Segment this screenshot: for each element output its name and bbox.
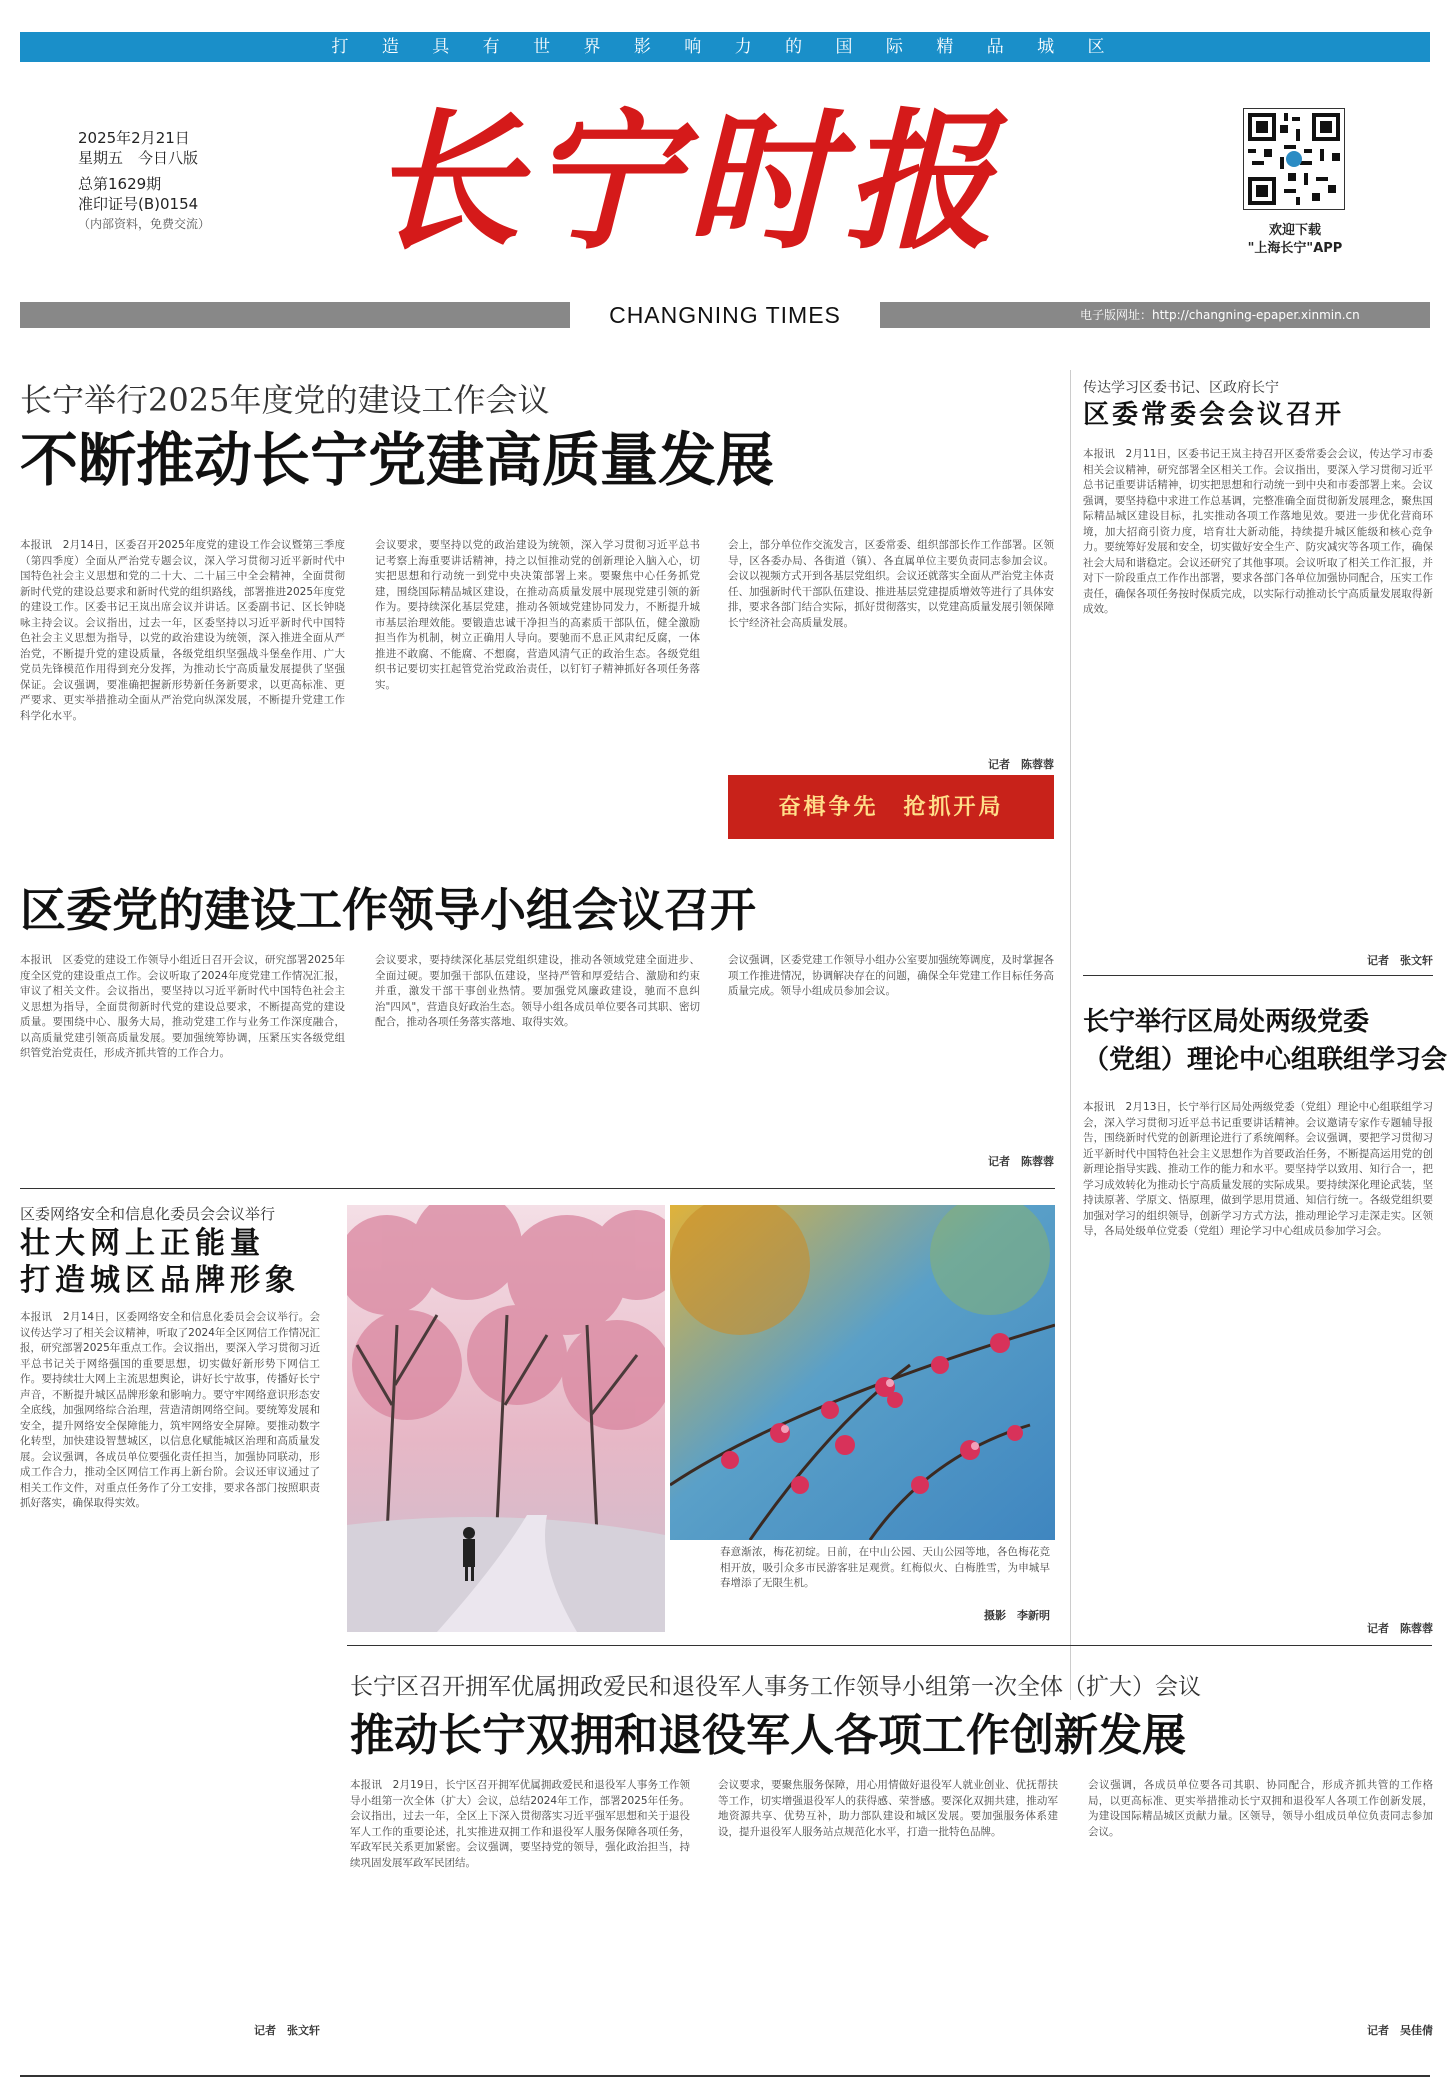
lead-col1: 本报讯 2月14日，区委召开2025年度党的建设工作会议暨第三季度（第四季度）全面从严治党专题会议，深入学习贯彻习近平新时代中国特色社会主义思想和党的二十大、二十届三中全会精神，全面贯彻新时代党的建设总要求和新时代党的组织路线，部署推进2025年度党的建设工作。区委书记王岚出席会议并讲话。区委副书记、区长钟晓咏主持会议。会议指出，过去一年，区委坚持以习近平新时代中国特色社会主义思想为指导，以党的政治建设为统领，深入推进全面从严治党，不断提升党的建设质量，各级党组织坚强战斗堡垒作用、广大党员先锋模范作用得到充分发挥，为推动长宁高质量发展提供了坚强保证。会议强调，要准确把握新形势新任务新要求，以更高标准、更严要求、更实举措推动全面从严治党向纵深发展，不断提升党建工作科学化水平。 bbox=[20, 539, 345, 722]
plum-blossom-closeup-photo bbox=[670, 1205, 1055, 1540]
second-col3: 会议强调，区委党建工作领导小组办公室要加强统筹调度，及时掌握各项工作推进情况，协调解决存在的问题，确保全年党建工作目标任务高质量完成。领导小组成员参加会议。 bbox=[728, 954, 1054, 997]
bottom-col2: 会议要求，要聚焦服务保障，用心用情做好退役军人就业创业、优抚帮扶等工作，切实增强退役军人的获得感、荣誉感。要深化双拥共建，推动军地资源共享、优势互补，助力部队建设和城区发展。要加强服务体系建设，提升退役军人服务站点规范化水平，打造一批特色品牌。 bbox=[718, 1779, 1058, 1838]
photo-caption-byline: 摄影 李新明 bbox=[984, 1609, 1050, 1622]
lead-col3: 会上，部分单位作交流发言，区委常委、组织部部长作工作部署。区领导，区各委办局、各街道（镇）、各直属单位主要负责同志参加会议。会议以视频方式开到各基层党组织。会议还就落实全面从严治党主体责任、加强新时代干部队伍建设、推进基层党建提质增效等进行了具体安排，要求各部门结合实际，抓好贯彻落实，以党建高质量发展引领保障长宁经济社会高质量发展。 bbox=[728, 539, 1054, 629]
newspaper-logo: 长宁时报 bbox=[370, 94, 1003, 270]
issue-note: （内部资料，免费交流） bbox=[78, 217, 211, 231]
bottom-col1: 本报讯 2月19日，长宁区召开拥军优属拥政爱民和退役军人事务工作领导小组第一次全体（扩大）会议，总结2024年工作，部署2025年任务。会议指出，过去一年，全区上下深入贯彻落实习近平强军思想和关于退役军人工作的重要论述，扎实推进双拥工作和退役军人服务保障各项任务，军政军民关系更加紧密。会议强调，要坚持党的领导，强化政治担当，持续巩固发展军政军民团结。 bbox=[350, 1779, 690, 1869]
left-story-byline: 记者 张文轩 bbox=[254, 2024, 320, 2037]
second-col1: 本报讯 区委党的建设工作领导小组近日召开会议，研究部署2025年度全区党的建设重点工作。会议听取了2024年度党建工作情况汇报，审议了相关文件。会议指出，要坚持以习近平新时代中国特色社会主义思想为指导，全面贯彻新时代党的建设总要求，不断提高党的建设质量。要围绕中心、服务大局，推动党建工作与业务工作深度融合，以高质量党建引领高质量发展。要加强统筹协调，压紧压实各级党组织管党治党责任，形成齐抓共管的工作合力。 bbox=[20, 954, 345, 1059]
sidebar1-kicker: 传达学习区委书记、区政府长宁 bbox=[1083, 380, 1279, 396]
divider bbox=[347, 1645, 1432, 1646]
divider bbox=[20, 1188, 1055, 1189]
qr-caption-line2: "上海长宁"APP bbox=[1247, 241, 1343, 256]
bottom-headline: 推动长宁双拥和退役军人各项工作创新发展 bbox=[350, 1710, 1186, 1761]
qr-caption bbox=[1220, 222, 1370, 258]
english-name: CHANGNING TIMES bbox=[570, 298, 880, 332]
lead-headline: 不断推动长宁党建高质量发展 bbox=[20, 426, 775, 494]
second-headline: 区委党的建设工作领导小组会议召开 bbox=[20, 883, 756, 937]
issue-date: 2025年2月21日 bbox=[78, 129, 190, 147]
issue-license: 准印证号(B)0154 bbox=[78, 195, 199, 213]
left-story-body: 本报讯 2月14日，区委网络安全和信息化委员会会议举行。会议传达学习了相关会议精神，听取了2024年全区网信工作情况汇报，研究部署2025年重点工作。会议指出，要深入学习贯彻习近平总书记关于网络强国的重要思想，切实做好新形势下网信工作。要持续壮大网上主流思想舆论，讲好长宁故事，传播好长宁声音，不断提升城区品牌形象和影响力。要守牢网络意识形态安全底线，加强网络综合治理，营造清朗网络空间。要统筹发展和安全，提升网络安全保障能力，筑牢网络安全屏障。要推动数字化转型，加快建设智慧城区，以信息化赋能城区治理和高质量发展。会议强调，各成员单位要强化责任担当，加强协同联动，形成工作合力，推动全区网信工作再上新台阶。会议还审议通过了相关工作文件，对重点任务作了分工安排，要求各部门按照职责抓好落实，确保取得实效。 bbox=[20, 1311, 320, 1509]
divider bbox=[1083, 975, 1433, 976]
lead-kicker: 长宁举行2025年度党的建设工作会议 bbox=[20, 381, 550, 419]
left-story-headline-1: 壮大网上正能量 bbox=[20, 1226, 265, 1261]
sidebar1-byline: 记者 张文轩 bbox=[1367, 954, 1433, 967]
qr-code-icon[interactable] bbox=[1243, 108, 1345, 210]
second-byline: 记者 陈蓉蓉 bbox=[988, 1155, 1054, 1168]
issue-number: 总第1629期 bbox=[78, 175, 162, 193]
promo-banner: 奋楫争先 抢抓开局 bbox=[728, 775, 1054, 839]
sidebar1-body: 本报讯 2月11日，区委书记王岚主持召开区委常委会会议，传达学习市委相关会议精神，研究部署全区相关工作。会议指出，要深入学习贯彻习近平总书记重要讲话精神，切实把思想和行动统一到中央和市委部署上来。会议强调，要坚持稳中求进工作总基调，完整准确全面贯彻新发展理念，聚焦国际精品城区建设目标，扎实推动各项工作落地见效。要进一步优化营商环境，加大招商引资力度，培育壮大新动能，持续提升城区能级和核心竞争力。要统筹好发展和安全，切实做好安全生产、防灾减灾等各项工作，确保社会大局和谐稳定。会议还研究了其他事项。会议听取了相关工作汇报，并对下一阶段重点工作作出部署，要求各部门各单位加强协同配合，压实工作责任，确保各项任务按时保质完成，以实际行动推动长宁高质量发展取得新成效。 bbox=[1083, 448, 1433, 615]
issue-weekday: 星期五 今日八版 bbox=[78, 149, 199, 167]
lead-byline: 记者 陈蓉蓉 bbox=[988, 758, 1054, 771]
slogan-bar: 打 造 具 有 世 界 影 响 力 的 国 际 精 品 城 区 bbox=[20, 32, 1430, 62]
epaper-url[interactable]: 电子版网址：http://changning-epaper.xinmin.cn bbox=[1080, 308, 1360, 322]
qr-caption-line1: 欢迎下载 bbox=[1268, 223, 1321, 238]
bottom-byline: 记者 吴佳倩 bbox=[1367, 2024, 1433, 2037]
column-divider bbox=[1070, 370, 1071, 1700]
lead-col2: 会议要求，要坚持以党的政治建设为统领，深入学习贯彻习近平总书记考察上海重要讲话精神，持之以恒推动党的创新理论入脑入心，切实把思想和行动统一到党中央决策部署上来。要聚焦中心任务抓党建，围绕国际精品城区建设，在推动高质量发展中展现党建引领的新作为。要持续深化基层党建，推动各领域党建协同发力，不断提升城市基层治理效能。要锻造忠诚干净担当的高素质干部队伍，健全激励担当作为机制，树立正确用人导向。要驰而不息正风肃纪反腐，一体推进不敢腐、不能腐、不想腐，营造风清气正的政治生态。各级党组织书记要切实扛起管党治党政治责任，以钉钉子精神抓好各项任务落实。 bbox=[375, 539, 700, 691]
left-story-headline-2: 打造城区品牌形象 bbox=[20, 1263, 300, 1298]
bottom-col3: 会议强调，各成员单位要各司其职、协同配合，形成齐抓共管的工作格局，以更高标准、更实举措推动长宁双拥和退役军人各项工作创新发展，为建设国际精品城区贡献力量。区领导，领导小组成员单位负责同志参加会议。 bbox=[1088, 1779, 1433, 1838]
photo-caption-text: 春意渐浓，梅花初绽。日前，在中山公园、天山公园等地，各色梅花竞相开放，吸引众多市民游客驻足观赏。红梅似火、白梅胜雪，为申城早春增添了无限生机。 bbox=[720, 1546, 1050, 1589]
photo-caption bbox=[720, 1545, 1050, 1623]
sidebar2-byline: 记者 陈蓉蓉 bbox=[1367, 1622, 1433, 1635]
footer-rule bbox=[20, 2075, 1430, 2077]
sidebar2-headline-2: （党组）理论中心组联组学习会 bbox=[1083, 1045, 1448, 1075]
issue-info bbox=[78, 128, 210, 234]
sidebar1-headline: 区委常委会会议召开 bbox=[1083, 400, 1345, 430]
left-story-kicker: 区委网络安全和信息化委员会会议举行 bbox=[20, 1205, 276, 1223]
bottom-kicker: 长宁区召开拥军优属拥政爱民和退役军人事务工作领导小组第一次全体（扩大）会议 bbox=[350, 1674, 1201, 1700]
sidebar2-body: 本报讯 2月13日，长宁举行区局处两级党委（党组）理论中心组联组学习会，深入学习贯彻习近平总书记重要讲话精神。会议邀请专家作专题辅导报告，围绕新时代党的创新理论进行了系统阐释。会议强调，要把学习贯彻习近平新时代中国特色社会主义思想作为首要政治任务，不断提高运用党的创新理论指导实践、推动工作的能力和水平。要坚持学以致用、知行合一，把学习成效转化为推动长宁高质量发展的实际成果。要持续深化理论武装，坚持读原著、学原文、悟原理，做到学思用贯通、知信行统一。各级党组织要加强对学习的组织领导，创新学习方式方法，推动理论学习走深走实。区领导，各局处级单位党委（党组）理论学习中心组成员参加学习会。 bbox=[1083, 1101, 1433, 1237]
plum-blossom-park-photo bbox=[347, 1205, 665, 1632]
sidebar2-headline-1: 长宁举行区局处两级党委 bbox=[1083, 1007, 1370, 1037]
second-col2: 会议要求，要持续深化基层党组织建设，推动各领域党建全面进步、全面过硬。要加强干部队伍建设，坚持严管和厚爱结合、激励和约束并重，激发干部干事创业热情。要加强党风廉政建设，驰而不息纠治"四风"，营造良好政治生态。领导小组各成员单位要各司其职、密切配合，推动各项任务落实落地、取得实效。 bbox=[375, 954, 700, 1028]
